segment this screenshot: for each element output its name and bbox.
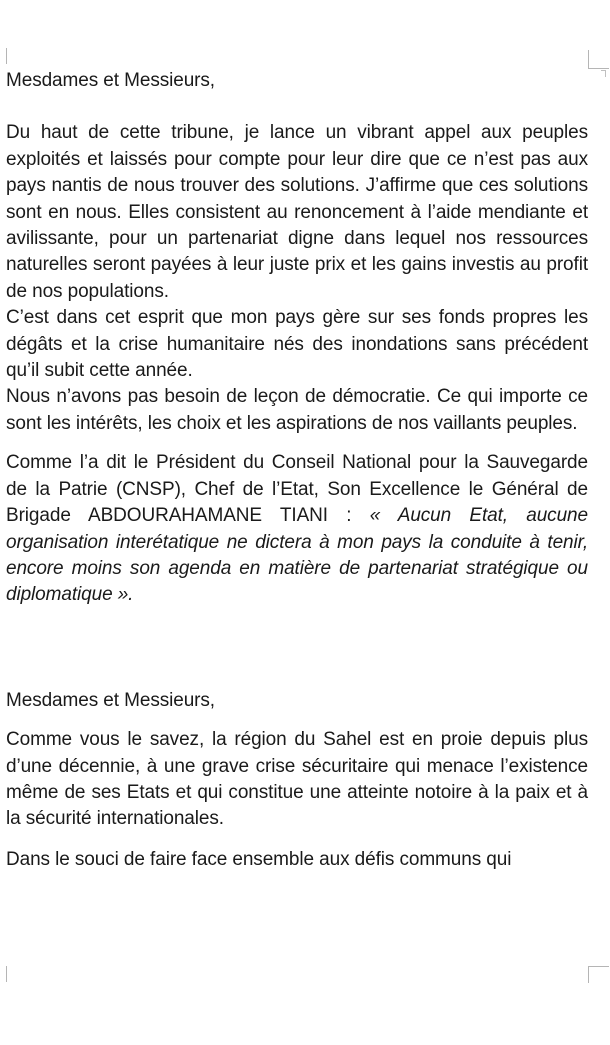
margin-mark-bottom-left [6,966,7,982]
margin-mark-bottom-right [588,966,609,983]
paragraph: Comme vous le savez, la région du Sahel est en proie depuis plus d’une décennie, à une grave crise sécuritaire qui menace l’existence même de ses Etats et qui constitue une atteinte notoire à la paix et à la sécurité internationales. [6,729,588,830]
salutation: Mesdames et Messieurs, [6,70,215,91]
paragraph: C’est dans cet esprit que mon pays gère sur ses fonds propres les dégâts et la crise humanitaire nés des inondations sans précédent qu’il subit cette année. [6,307,588,382]
paragraph: Nous n’avons pas besoin de leçon de démocratie. Ce qui importe ce sont les intérêts, les choix et les aspirations de nos vaillants peuples. [6,386,588,434]
quote-text: « Aucun Etat, aucune organisation interétatique ne dictera à mon pays la conduite à tenir, encore moins son agenda en matière de partenariat stratégique ou diplomatique ». [6,505,588,606]
margin-mark-small [601,70,606,77]
paragraph: Dans le souci de faire face ensemble aux défis communs qui [6,848,512,870]
document-body [6,68,588,873]
paragraph: Du haut de cette tribune, je lance un vibrant appel aux peuples exploités et laissés pour compte pour leur dire que ce n’est pas aux pays nantis de nous trouver des solutions. J’affirme que ces solutions sont en nous. Elles consistent au renoncement à l’aide mendiante et avilissante, pour un partenariat digne dans lequel nos ressources naturelles seront payées à leur juste prix et les gains investis au profit de nos populations. [6,122,588,302]
quote-intro: Comme l’a dit le Président du Conseil National pour la Sauvegarde de la Patrie (CNSP), Chef de l’Etat, Son Excellence le Général de Brigade ABDOURAHAMANE TIANI : [6,452,588,527]
margin-mark-top-right [588,50,609,69]
margin-mark-top-left [6,48,7,64]
salutation: Mesdames et Messieurs, [6,689,215,711]
paragraph-quote [6,450,588,608]
